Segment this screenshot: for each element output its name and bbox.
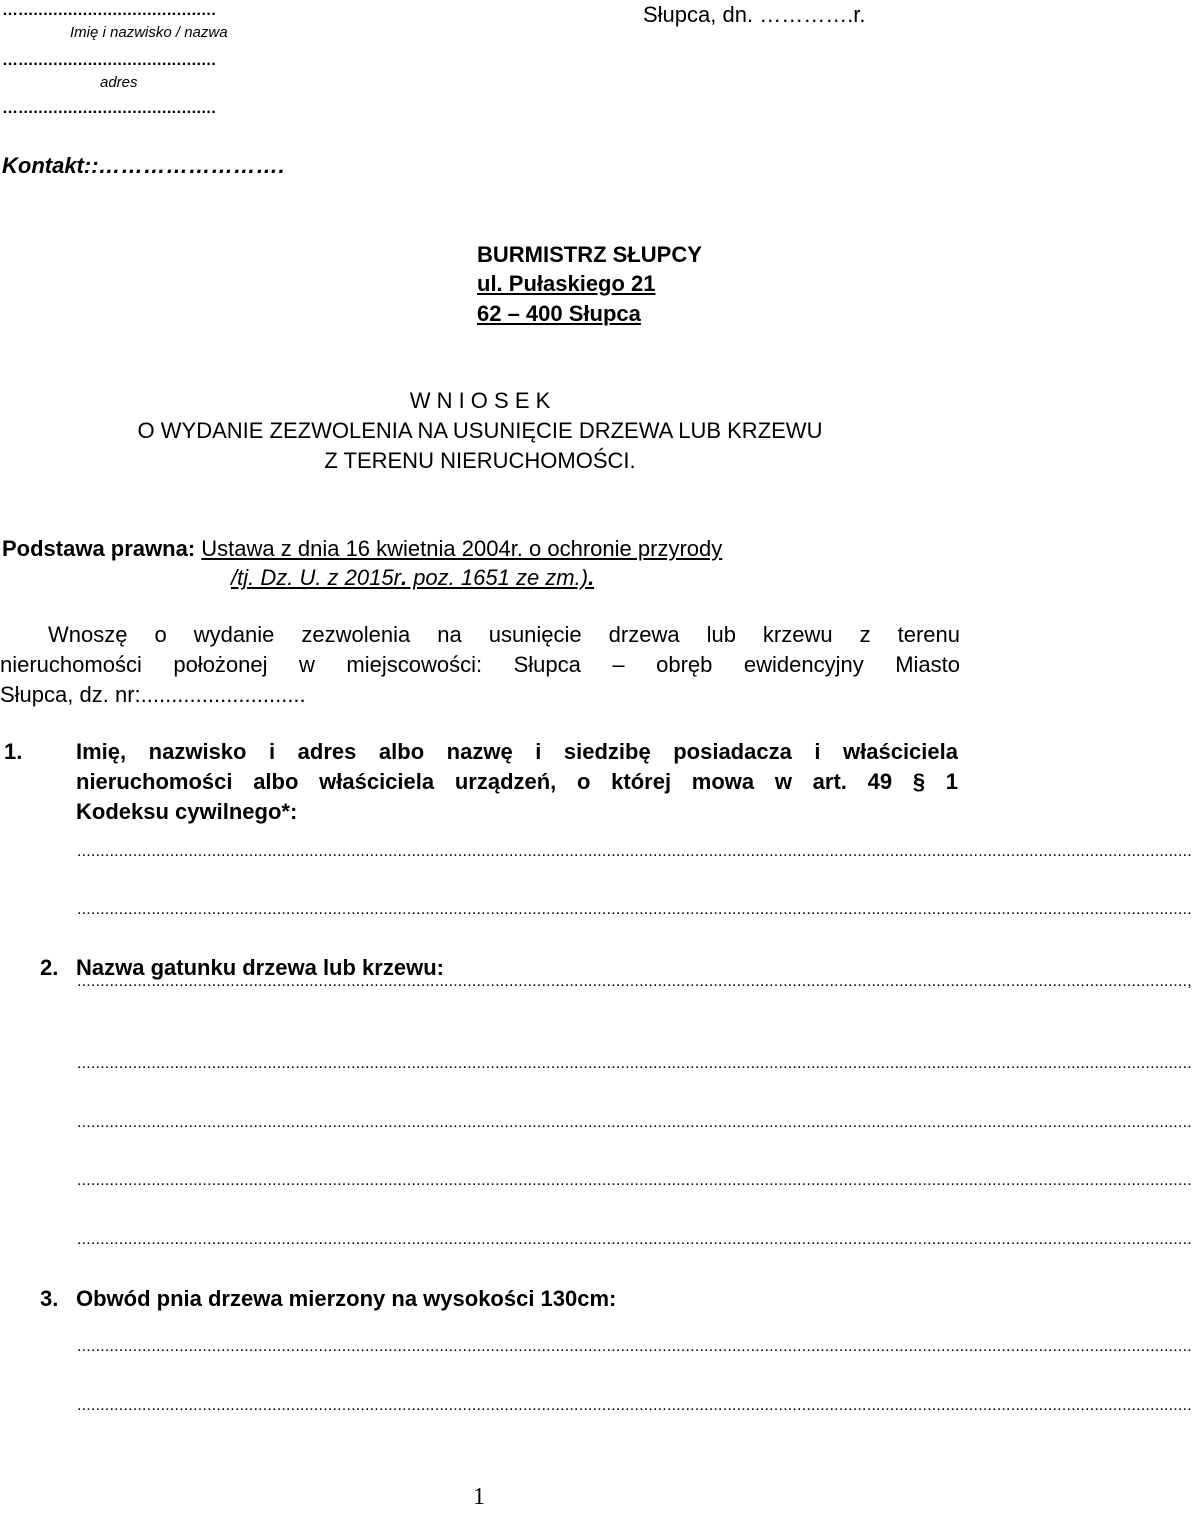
document-subtitle: O WYDANIE ZEZWOLENIA NA USUNIĘCIE DRZEWA LUB KRZEWU [137,418,823,443]
legal-basis-ref-c: poz. 1651 ze zm.) [407,565,589,590]
address-fill-line[interactable]: …........................................ [2,52,217,69]
legal-basis-ref-d: . [588,565,595,590]
question-3 [40,1284,958,1314]
recipient-street: ul. Pułaskiego 21 [477,271,656,296]
question-number: 3. [40,1286,59,1311]
question-text: Obwód pnia drzewa mierzony na wysokości 130cm: [76,1286,617,1311]
answer-2-line-1[interactable]: ..............................................................................................................................................................................................................................................., [77,973,1192,990]
contact-colon: : [83,153,92,178]
request-plot-number[interactable]: Słupca, dz. nr:........................... [0,682,306,707]
contact-fill-line[interactable]: ……………………. [98,153,286,178]
contact-row: Kontakt::……………………. [2,153,286,178]
answer-1-line-1[interactable]: ................................................................................................................................................................................................................................................ [77,843,1192,860]
page-number: 1 [473,1484,485,1510]
question-text: nieruchomości albo właściciela urządzeń, o której mowa w art. 49 § 1 [76,769,958,794]
question-text: Kodeksu cywilnego*: [76,799,298,824]
answer-1-line-2[interactable]: ................................................................................................................................................................................................................................................ [77,901,1192,918]
address-fill-line-2[interactable]: …........................................ [2,100,217,117]
address-caption: adres [100,74,138,91]
request-paragraph [0,620,960,710]
contact-label: Kontakt [2,153,84,178]
answer-2-line-5[interactable]: ................................................................................................................................................................................................................................................ [77,1231,1192,1248]
request-line: nieruchomości położonej w miejscowości: Słupca – obręb ewidencyjny Miasto [0,652,960,677]
legal-basis-ref-a: /tj. Dz. U. z 2015r [231,565,401,590]
request-line: Wnoszę o wydanie zezwolenia na usunięcie drzewa lub krzewu z terenu [48,622,960,647]
legal-basis-line-1 [2,536,722,562]
place-date[interactable]: Słupca, dn. ………….r. [643,2,866,27]
name-caption: Imię i nazwisko / nazwa [70,24,228,41]
recipient-name: BURMISTRZ SŁUPCY [477,242,702,267]
question-1 [4,737,958,827]
answer-3-line-2[interactable]: ................................................................................................................................................................................................................................................ [77,1397,1192,1414]
legal-basis-act: Ustawa z dnia 16 kwietnia 2004r. o ochronie przyrody [201,536,723,561]
answer-2-line-4[interactable]: ................................................................................................................................................................................................................................................ [77,1172,1192,1189]
document-title: W N I O S E K [409,388,551,413]
question-number: 2. [40,955,59,980]
recipient-city: 62 – 400 Słupca [477,301,641,326]
answer-3-line-1[interactable]: ................................................................................................................................................................................................................................................ [77,1338,1192,1355]
legal-basis-line-2 [231,565,594,591]
name-fill-line[interactable]: …........................................ [2,2,217,19]
document-subtitle-2: Z TERENU NIERUCHOMOŚCI. [324,448,636,473]
legal-basis-ref-b: . [400,565,408,590]
question-number: 1. [4,739,23,764]
legal-basis-label: Podstawa prawna: [2,536,196,561]
answer-2-line-2[interactable]: ................................................................................................................................................................................................................................................ [77,1055,1192,1072]
question-text: Imię, nazwisko i adres albo nazwę i siedzibę posiadacza i właściciela [76,739,958,764]
question-text: Nazwa gatunku drzewa lub krzewu: [76,955,444,980]
answer-2-line-3[interactable]: ................................................................................................................................................................................................................................................ [77,1114,1192,1131]
